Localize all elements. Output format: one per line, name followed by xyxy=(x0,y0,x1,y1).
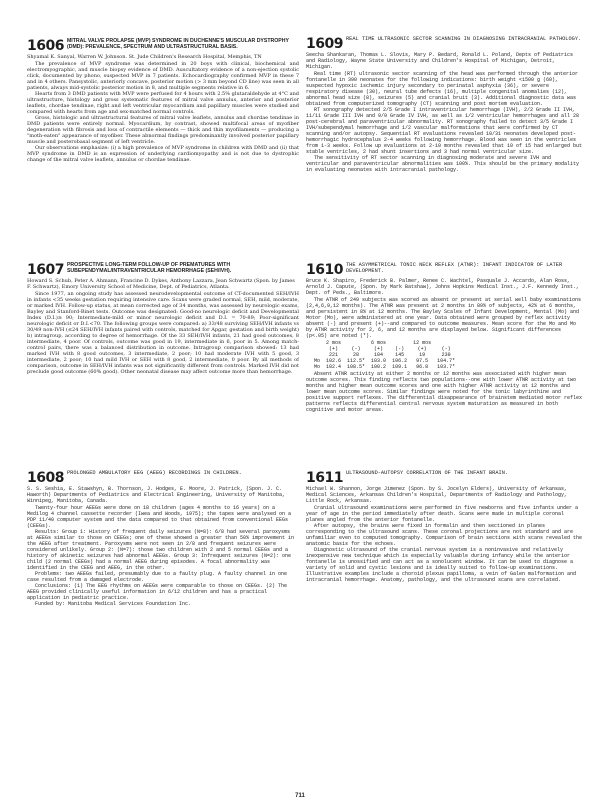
paragraph: The sensitivity of RT sector scanning in diagnosing moderate and severe IVH and ventricular and paraventricular abnormalities was 100%. This should be the primary modality in evaluating neonates with intracranial pathology. xyxy=(306,155,580,174)
abstract-title: PROSPECTIVE LONG-TERM FOLLOW-UP OF PREMATURES WITH SUBEPENDYMAL/INTRAVENTRICULAR HEMORRHAGE (SEH/IVH). xyxy=(66,262,232,275)
paragraph: Absent ATNR activity at either 2 months or 12 months was associated with higher mean outcome scores. This finding reflects two populations--one with lower ATNR activity at two months and higher mean outcome scores and one with higher ATNR activity at 12 months and lower mean outcome scores. Similar findings were noted for the tonic labyrinthine and positive support reflexes. The differential disappearance of brainstem mediated motor reflex patterns reflects differential central nervous system maturation as measured in both cognitive and motor areas. xyxy=(306,370,583,414)
table-cell: 102.4 xyxy=(326,363,342,370)
abstract-1611 xyxy=(306,470,584,788)
abstract-header xyxy=(306,262,584,277)
paragraph: After autopsy, the brains were fixed in formalin and then sectioned in planes corresponding to the ultrasound scans. These coronal projections are not standard and are unfamiliar even to computed tomography. Comparison of brain sections with scans revealed the anatomic basis for the echoes. xyxy=(306,522,583,547)
abstract-header xyxy=(306,36,584,51)
abstract-authors: Bruce K. Shapiro, Frederick B. Palmer, Renee C. Wachtel, Pasquale J. Accardo, Alan Ross, Arnold J. Capute, (Spon. by Mark Batshaw), Johns Hopkins Medical Inst., J.F. Kennedy Inst., Dept. of Peds., Baltimore. xyxy=(306,277,580,296)
paragraph: Results: Group 1: History of frequent daily seizures (N=8): 6/8 had several paroxysms at AEEGs similar to those on CEEGs; one of these showed a greater than 50% improvement in the AEEG after treatment. Paroxysms were not seen in 2/8 and frequent seizures were considered unlikely. Group 2: (N=7): those two children with 2 and 5 normal CEEGs and a history of akinetic seizures had abnormal AEEGs. Group 3: Infrequent seizures (N=2): one child (2 normal CEEGs) had a normal AEEG during episodes. A focal abnormality was identified in the CEEG and AEEG, in the other. xyxy=(27,528,295,571)
table-cell: 97.5 xyxy=(416,357,429,364)
table-cell: (-) xyxy=(395,345,405,352)
abstract-number: 1608 xyxy=(27,470,64,486)
paragraph: Conclusions: (1) The EEG rhythms on AEEGs were comparable to those on CEEGs. (2) The AEEG provided clinically useful information in 6/12 children and has a practical application in pediatric practice. xyxy=(27,583,288,602)
abstract-number: 1609 xyxy=(306,36,343,52)
table-cell: (+) xyxy=(417,345,427,352)
abstract-title: THE ASYMMETRICAL TONIC NECK REFLEX (ATNR): INFANT INDICATOR OF LATER DEVELOPMENT. xyxy=(345,262,563,275)
paragraph: Real time (RT) ultrasonic sector scanning of the head was performed through the anterior fontanelle in 390 neonates for the following indications: birth weight <1500 g (60), suspected hypoxic ischemic injury secondary to perinatal asphyxia (36), or severe respiratory disease (30), neural tube defects (16), multiple congenital anomalies (12), abnormal head size (8), seizures (5) and cranial bruit (3). Additional diagnostic data was obtained from computerized tomography (CT) scanning and post mortem evaluation. xyxy=(306,70,579,107)
abstract-number: 1606 xyxy=(27,38,64,54)
table-cell: 2 mos xyxy=(326,339,342,346)
abstract-number: 1610 xyxy=(306,262,343,278)
table-cell: 100.2 xyxy=(371,363,387,370)
abstract-title: REAL TIME ULTRASONIC SECTOR SCANNING IN DIAGNOSING INTRACRANIAL PATHOLOGY. xyxy=(345,36,582,42)
table-cell: (-) xyxy=(351,345,361,352)
table-cell: Mo xyxy=(314,363,321,370)
abstract-1609 xyxy=(306,36,584,254)
paragraph: Since 1977, an ongoing study has assessed neurodevelopmental outcome of CT-documented SEH/IVH in infants <35 weeks gestation requiring intensive care. Scans were graded normal, SEH, mild, moderate, or marked IVH. Follow-up status, at mean corrected age of 34 months, was assessed by neurologic exams, Bayley and Stanford-Binet tests. Outcome was designated: Good-no neurologic deficit and Developmental Index (D.I.)≥ 90; Intermediate-mild or minor neurologic deficit and D.I. = 70-89; Poor-significant neurologic deficit or D.I.<70. The following groups were compared: a) 33/48 surviving SEH/IVH infants vs 30/49 non-IVH (≤24 SEH/IVH infants paired with controls, matched for Apgar, gestation and birth weight) b) intragroup, according to degree of hemorrhage. Of the 33 SEH/IVH infants, 21 had good outcomes, 8 intermediate, 4 poor. Of controls, outcome was good in 19, intermediate in 6, poor in 5. Among match-control pairs, there was a balanced distribution in outcome. Intragroup comparison showed: 13 had marked IVH with 8 good outcomes, 3 intermediate, 2 poor; 10 had moderate IVH with 5 good, 3 intermediate, 2 poor; 10 had mild IVH or SEH with 8 good, 2 intermediate, 0 poor. By all methods of comparison, outcome in SEH/IVH infants was not significantly different from controls. Marked IVH did not preclude good outcome (60% good). Other neonatal disease may affect outcome more than hemorrhage. xyxy=(27,290,299,376)
table-cell: (+) xyxy=(374,345,384,352)
paragraph: Funded by: Manitoba Medical Services Foundation Inc. xyxy=(35,601,192,608)
results-table xyxy=(314,340,461,370)
abstract-authors: Shyamal K. Sanyal, Warren W. Johnson. St. Jude Children's Research Hospital, Memphis, TN xyxy=(27,53,262,60)
abstract-body xyxy=(27,505,299,608)
paragraph: Cranial ultrasound examinations were performed in five newborns and five infants under a year of age in the period immediately after death. Scans were made in multiple coronal planes angled from the anterior fontanelle. xyxy=(306,504,579,523)
abstract-1606 xyxy=(27,38,299,250)
abstract-body xyxy=(306,297,584,414)
table-cell: 230 xyxy=(441,351,451,358)
abstract-title: PROLONGED AMBULATORY EEG (AEEG) RECORDINGS IN CHILDREN. xyxy=(66,470,242,476)
abstract-body xyxy=(306,505,584,584)
abstract-1608 xyxy=(27,470,299,788)
abstract-body xyxy=(27,291,299,376)
abstract-title: ULTRASOUND-AUTOPSY CORRELATION OF THE INFANT BRAIN. xyxy=(345,470,509,476)
table-cell: 28 xyxy=(353,351,360,358)
abstract-header xyxy=(27,38,299,53)
table-cell: (-) xyxy=(441,345,451,352)
table-cell: 145 xyxy=(395,351,405,358)
table-cell: 109.1 xyxy=(392,363,408,370)
abstract-header xyxy=(27,262,299,277)
abstract-1610 xyxy=(306,262,584,462)
table-cell: 103.0 xyxy=(371,357,387,364)
table-cell: 104 xyxy=(374,351,384,358)
table-cell: 6 mos xyxy=(371,339,387,346)
abstract-number: 1611 xyxy=(306,470,343,486)
paragraph: Our observations emphasize: (i) a high prevalence of MVP syndrome in children with DMD and (ii) that MVP syndrome in DMD is an expression of underlying cardiomyopathy and is not due to dystrophic change of the mitral valve leaflets, annulus or chordae tendinae. xyxy=(27,145,299,164)
paragraph: Hearts from 3 DMD patients with MVP were perfused for 4 hours with 2.5% glutaraldehyde at 4°C and ultrastructure, histology and gross systematic features of mitral valve annulus, anterior and posterior leaflets, chordae tendinae, right and left ventricular myocardium and papillary muscles were studied and compared with hearts from age and sex-matched normal controls. xyxy=(27,90,299,115)
page-number: 711 xyxy=(295,793,305,799)
paragraph: Gross, histologic and ultrastructural features of mitral valve leaflets, annulus and chordae tendinae in DMD patients were entirely normal. Myocardium, by contrast, showed multifocal areas of myofiber degeneration with fibrosis and loss of contractile elements — thick and thin myofilaments — producing a "moth-eaten" appearance of myofiber. These abnormal findings predominantly involved posterior papillary muscle and posterobasal segment of left ventricle. xyxy=(27,114,299,146)
abstract-title: MITRAL VALVE PROLAPSE (MVP) SYNDROME IN DUCHENNE'S MUSCULAR DYSTROPHY (DMD): PREVALENCE, SPECTRUM AND ULTRASTRUCTURAL BASIS. xyxy=(66,38,289,51)
paragraph: Problems: two AEEGs failed, presumably due to a faulty plug. A faulty channel in one case resulted from a damaged electrode. xyxy=(27,571,288,584)
table-cell: 221 xyxy=(329,351,339,358)
table-cell: 96.8 xyxy=(416,363,429,370)
abstract-1607 xyxy=(27,262,299,452)
table-cell: 106.2 xyxy=(392,357,408,364)
abstract-body xyxy=(27,61,299,164)
abstract-authors: Howard S. Schub, Peter A. Ahmann, Francine D. Dykes, Anthony Lazzara, Jean Schwartz (Spon. by James F. Schwartz), Emory University School of Medicine, Dept. of Pediatrics, Atlanta. xyxy=(27,277,295,290)
paragraph: Diagnostic ultrasound of the cranial nervous system is a noninvasive and relatively inexpensive new technique which is especially valuable during infancy while the anterior fontanelle is unossified and can act as a sonolucent window. It can be used to diagnose a variety of solid and cystic lesions and is ideally suited to follow-up examinations. Illustrative examples include a choroid plexus papilloma, a vein of Galen malformation and intracranial hemorrhage. Anatomy, pathology, and the ultrasound scans are correlated. xyxy=(306,546,577,584)
abstract-authors: Michael W. Shannon, Jorge Jimenez (Spon. by S. Jocelyn Elders), University of Arkansas, Medical Sciences, Arkansas Children's Hospital, Departments of Radiology and Pathology, Little Rock, Arkansas. xyxy=(306,485,568,504)
paragraph: RT sonography detected 2/5 Grade I intraventricular hemorrhage (IVH), 2/2 Grade II IVH, 11/11 Grade III IVH and 9/9 Grade IV IVH, as well as 1/2 ventricular hemorrhages and all 28 post-cerebral and paraventricular abnormality. RT sonography failed to detect 3/5 Grade I IVH/subependymal hemorrhage and 1/2 vascular malformations that were confirmed by CT scanning and/or autopsy. Sequential RT evaluations revealed 10/31 neonates developed post-hemorrhagic hydrocephalus 2-4 weeks following hemorrhage. Blood was seen in the ventricles from 1-3 weeks. Follow up evaluations at 2-10 months revealed that 10 of 15 had enlarged but stable ventricles, 2 had shunt insertions and 3 had normal ventricular size. xyxy=(306,106,583,156)
abstract-authors: Seecha Shankaran, Thomas L. Slovis, Mary P. Bedard, Ronald L. Poland, Depts of Pediatrics and Radiology, Wayne State University and Children's Hospital of Michigan, Detroit, Michigan. xyxy=(306,51,574,70)
abstract-header xyxy=(306,470,584,485)
table-cell: Mo xyxy=(314,357,321,364)
abstract-body xyxy=(306,71,584,174)
abstract-header xyxy=(27,470,299,485)
table-cell: (+) xyxy=(329,345,339,352)
paragraph: The prevalence of MVP syndrome was determined in 20 boys with clinical, biochemical and electromyographic, and muscle biopsy evidence of DMD. Auscultatory evidence of a non-ejection systolic click, documented by phono, suspected MVP in 7 patients. Echocardiography confirmed MVP in these 7 and in 4 others. Pansystolic, anteriorly concave, posterior motion (> 3 mm beyond CD line) was seen in all patients, always mid-systolic posterior motion in 8, and multiple segments relative in 6. xyxy=(27,60,299,91)
table-cell: 108.5* xyxy=(347,363,366,370)
paragraph: Twenty-four hour AEEGs were done on 18 children (ages 4 months to 16 years) on a Medilog 4 channel cassette recorder (Iwea and Woods, 1975); the tapes were analysed on a PDP 11/40 computer system and the data compared to that obtained from conventional EEGs (CEEGs). xyxy=(27,504,292,529)
abstract-authors: S. S. Seshia, E. Stawshyn, B. Thornson, J. Hodges, E. Moore, J. Patrick, (Spon. J. C. Haworth) Departments of Pediatrics and Electrical Engineering, University of Manitoba, Winnipeg, Manitoba, Canada. xyxy=(27,485,286,504)
abstract-number: 1607 xyxy=(27,262,64,278)
table-cell: 102.6 xyxy=(326,357,342,364)
table-cell: 112.5* xyxy=(347,357,366,364)
table-cell: 103.7* xyxy=(437,363,456,370)
table-cell: 12 mos xyxy=(413,339,432,346)
paragraph: The ATNR of 249 subjects was scored as absent or present at serial well baby examinations (2,4,6,9,12 months). The ATNR was present at 2 months in 89% of subjects, 42% at 6 months, and persistent in 8% at 12 months. The Bayley Scales of Infant Development, Mental (Mo) and Motor (Mo), were administered at one year. Data obtained were grouped by reflex activity absent (-) and present (+)--and compared to outcome measures. Mean score for the Mo and Mo by ATNR activity for 2, 6, and 12 months are displayed below. Significant differences (p<.05) are noted (*). xyxy=(306,296,582,339)
table-cell: 104.7* xyxy=(437,357,456,364)
table-cell: 19 xyxy=(419,351,426,358)
table-row xyxy=(314,364,461,370)
